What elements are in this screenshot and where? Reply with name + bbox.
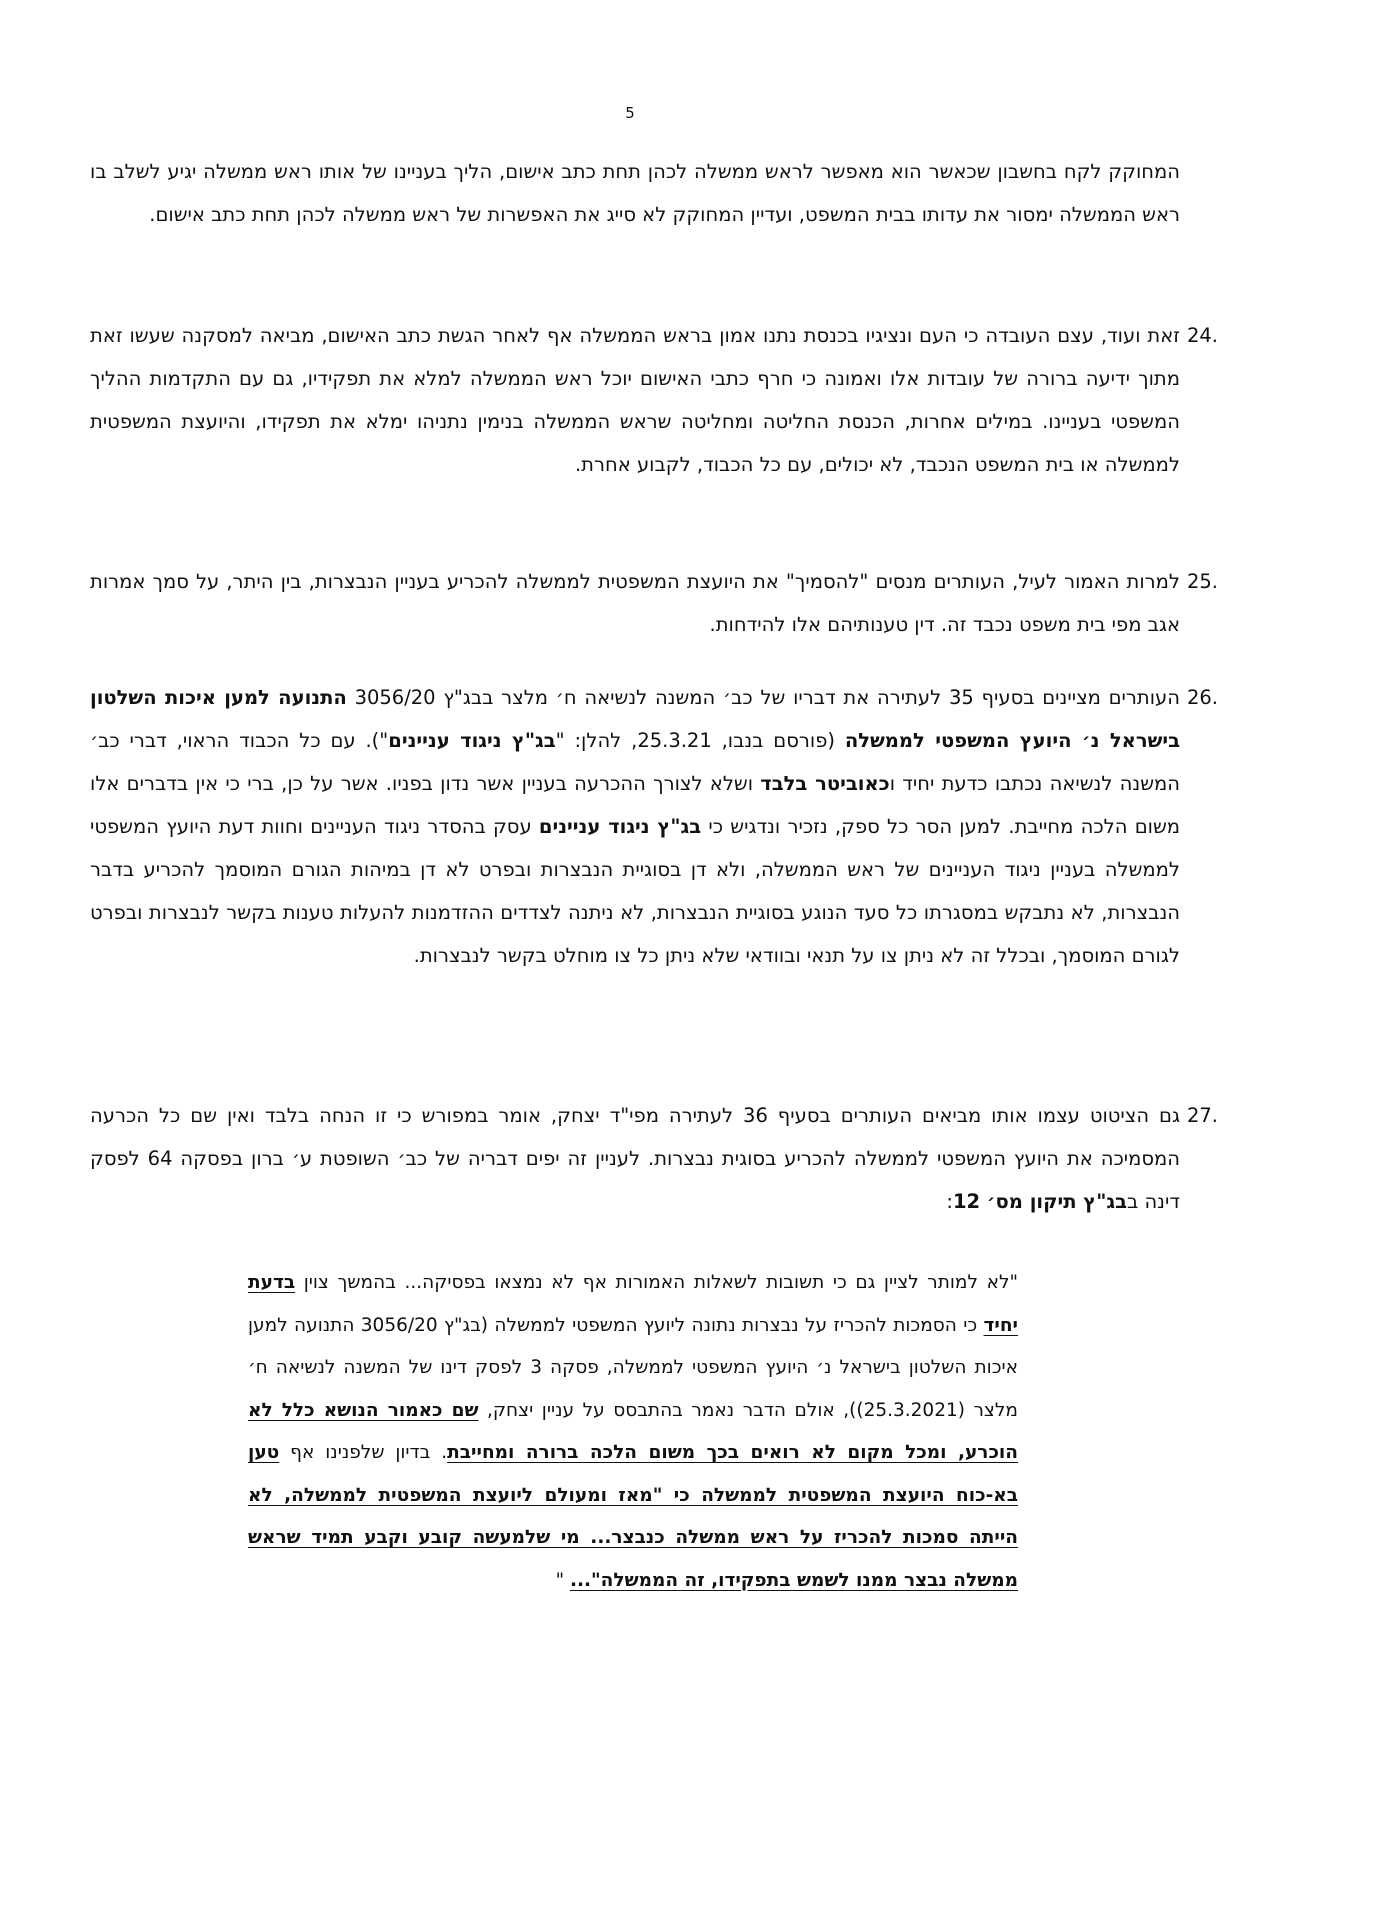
paragraph-27 [90,1094,1218,1223]
case-short-name-bold: בג"ץ ניגוד עניינים [538,815,702,838]
paragraph-24 [90,314,1218,486]
paragraph-number: 24. [1186,324,1218,347]
paragraph-number: 27. [1186,1104,1218,1127]
text-segment: ושלא לצורך ההכרעה בעניין אשר נדון בפניו. אשר על כן, ברי כי אין בדברים אלו משום הלכה מחייבת. למען הסר כל ספק, נזכיר ונדגיש כי [90,772,1181,838]
intro-paragraph [90,150,1180,236]
paragraph-26 [90,676,1218,977]
text-segment: עסק בהסדר ניגוד העניינים וחוות דעת היועץ המשפטי לממשלה בעניין ניגוד העניינים של ראש הממשלה, ולא דן בסוגיית הנבצרות ובפרט לא דן במיהות הגורם המוסמך להכריע בדבר הנבצרות, לא נתבקש במסגרתו כל סעד הנוגע בסוגיית הנבצרות, לא ניתנה לצדדים ההזדמנות להעלות טענות בקשר לנבצרות ובפרט לגורם המוסמך, ובכלל זה לא ניתן צו על תנאי ובוודאי שלא ניתן כל צו מוחלט בקשר לנבצרות. [90,815,1180,967]
obiter-bold: כאוביטר בלבד [760,772,890,795]
text-segment: "). עם כל הכבוד הראוי, דברי כב׳ המשנה לנשיאה נכתבו כדעת יחיד ו [90,729,1181,795]
quote-emphasis: טען בא-כוח היועצת המשפטית לממשלה כי "מאז ומעולם ליועצת המשפטית לממשלה, לא הייתה סמכות להכריז על ראש ממשלה כנבצר... מי שלמעשה קובע וקבע תמיד שראש ממשלה נבצר ממנו לשמש בתפקידו, זה הממשלה"... [248,1442,1018,1591]
text-segment: : [946,1190,953,1213]
block-quote [248,1262,1018,1602]
text-segment: העותרים מציינים בסעיף 35 לעתירה את דבריו של כב׳ המשנה לנשיאה ח׳ מלצר בבג"ץ 3056/20 [346,686,1181,709]
case-name-bold: התנועה למען איכות השלטון בישראל נ׳ היועץ המשפטי לממשלה [90,686,1180,752]
quote-segment: כי הסמכות להכריז על נבצרות נתונה ליועץ המשפטי לממשלה (בג"ץ 3056/20 התנועה למען איכות השלטון בישראל נ׳ היועץ המשפטי לממשלה, פסקה 3 לפסק דינו של המשנה לנשיאה ח׳ מלצר (25.3.2021)), אולם הדבר נאמר בהתבסס על עניין יצחק, [248,1314,1018,1421]
case-name-bold: בג"ץ תיקון מס׳ 12 [952,1190,1127,1213]
quote-segment: "לא למותר לציין גם כי תשובות לשאלות האמורות אף לא נמצאו בפסיקה... בהמשך צוין [295,1272,1018,1293]
page-number: 5 [625,104,635,122]
paragraph-number: 26. [1186,686,1218,709]
text-segment: (פורסם בנבו, 25.3.21, להלן: " [555,729,845,752]
paragraph-text: למרות האמור לעיל, העותרים מנסים "להסמיך" את היועצת המשפטית לממשלה להכריע בעניין הנבצרות, בין היתר, על סמך אמרות אגב מפי בית משפט נכבד זה. דין טענותיהם אלו להידחות. [90,570,1180,636]
quote-emphasis: בדעת יחיד [248,1272,1018,1336]
quote-segment: . בדיון שלפנינו אף [279,1442,448,1463]
case-short-name-bold: בג"ץ ניגוד עניינים [388,729,556,752]
paragraph-text: זאת ועוד, עצם העובדה כי העם ונציגיו בכנסת נתנו אמון בראש הממשלה אף לאחר הגשת כתב האישום, מביאה למסקנה שעשו זאת מתוך ידיעה ברורה של עובדות אלו ואמונה כי חרף כתבי האישום יוכל ראש הממשלה למלא את תפקידיו, גם עם התקדמות ההליך המשפטי בעניינו. במילים אחרות, הכנסת החליטה ומחליטה שראש הממשלה בנימין נתניהו ימלא את תפקידו, והיועצת המשפטית לממשלה או בית המשפט הנכבד, לא יכולים, עם כל הכבוד, לקבוע אחרת. [90,324,1180,476]
quote-emphasis: שם כאמור הנושא כלל לא הוכרע, ומכל מקום לא רואים בכך משום הלכה ברורה ומחייבת [248,1399,1018,1463]
quote-segment: " [555,1569,570,1591]
text-segment: גם הציטוט עצמו אותו מביאים העותרים בסעיף 36 לעתירה מפי"ד יצחק, אומר במפורש כי זו הנחה בלבד ואין שם כל הכרעה המסמיכה את היועץ המשפטי לממשלה להכריע בסוגית נבצרות. לעניין זה יפים דבריה של כב׳ השופטת ע׳ ברון בפסקה 64 לפסק דינה ב [90,1104,1180,1213]
intro-text: המחוקק לקח בחשבון שכאשר הוא מאפשר לראש ממשלה לכהן תחת כתב אישום, הליך בעניינו של אותו ראש ממשלה יגיע לשלב בו ראש הממשלה ימסור את עדותו בבית המשפט, ועדיין המחוקק לא סייג את האפשרות של ראש ממשלה לכהן תחת כתב אישום. [90,160,1180,226]
paragraph-25 [90,560,1218,646]
paragraph-number: 25. [1186,570,1218,593]
